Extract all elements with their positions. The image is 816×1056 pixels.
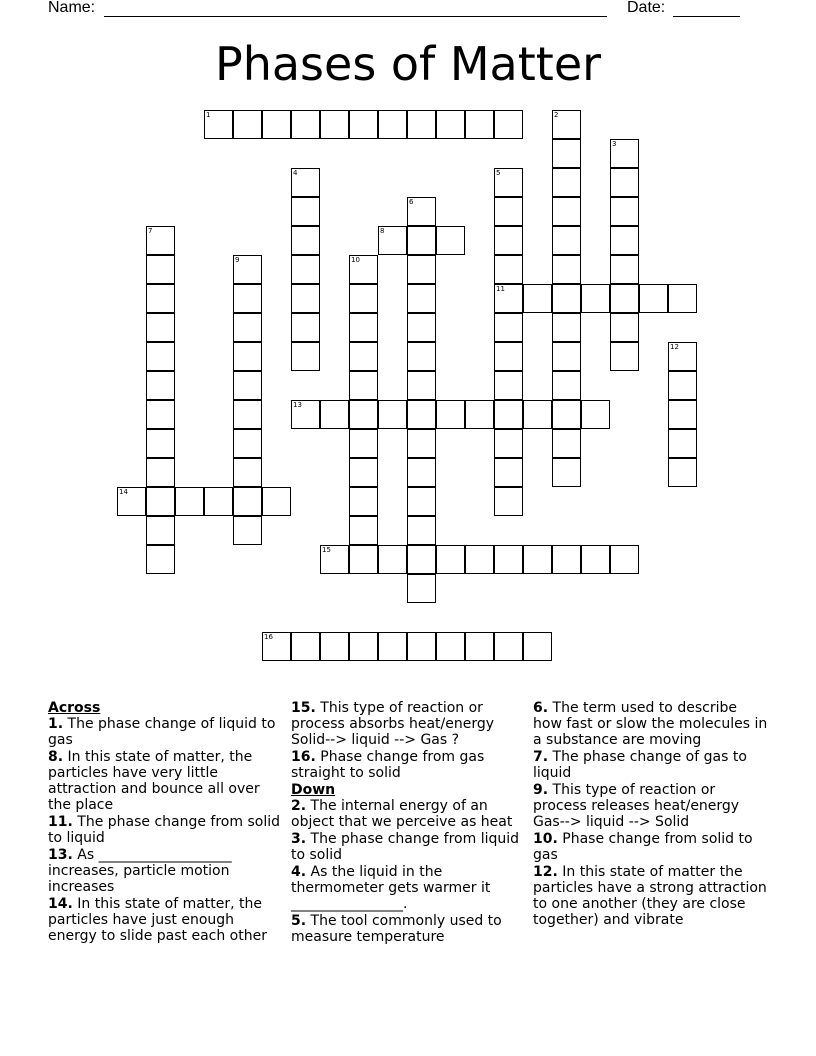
date-label: Date: [627, 0, 666, 16]
clue-number: 4. [291, 864, 307, 880]
grid-cell[interactable] [552, 371, 581, 400]
grid-cell[interactable] [668, 458, 697, 487]
grid-cell[interactable] [349, 632, 378, 661]
grid-cell[interactable] [407, 487, 436, 516]
grid-cell[interactable] [465, 400, 494, 429]
grid-cell[interactable] [610, 284, 639, 313]
grid-cell[interactable] [436, 632, 465, 661]
grid-cell[interactable] [233, 371, 262, 400]
grid-cell[interactable] [552, 226, 581, 255]
grid-cell[interactable] [175, 487, 204, 516]
grid-cell[interactable] [233, 255, 262, 284]
grid-cell[interactable] [291, 342, 320, 371]
grid-cell[interactable] [146, 226, 175, 255]
grid-cell[interactable] [494, 632, 523, 661]
grid-cell[interactable] [494, 371, 523, 400]
grid-cell[interactable] [407, 545, 436, 574]
clue-number: 8. [48, 749, 64, 765]
grid-cell[interactable] [494, 313, 523, 342]
grid-cell[interactable] [494, 110, 523, 139]
grid-cell[interactable] [349, 400, 378, 429]
grid-cell[interactable] [233, 110, 262, 139]
clue-text: In this state of matter, the particles have very little attraction and bounce all over the place [48, 749, 260, 813]
grid-cell[interactable] [494, 168, 523, 197]
clue-down-3 [291, 831, 531, 863]
grid-cell[interactable] [233, 458, 262, 487]
grid-cell[interactable] [349, 342, 378, 371]
clue-text: Phase change from gas straight to solid [291, 749, 485, 781]
grid-cell[interactable] [407, 371, 436, 400]
grid-cell[interactable] [465, 545, 494, 574]
clue-number: 10. [533, 831, 558, 847]
clue-number-label: 11 [496, 285, 505, 293]
grid-cell[interactable] [320, 632, 349, 661]
clue-number: 15. [291, 700, 316, 716]
grid-cell[interactable] [494, 284, 523, 313]
grid-cell[interactable] [407, 516, 436, 545]
clue-number-label: 1 [206, 111, 211, 119]
clue-down-7 [533, 749, 769, 781]
grid-cell[interactable] [552, 429, 581, 458]
grid-cell[interactable] [494, 400, 523, 429]
clue-number-label: 13 [293, 401, 302, 409]
grid-cell[interactable] [610, 313, 639, 342]
clue-number-label: 3 [612, 140, 617, 148]
grid-cell[interactable] [233, 342, 262, 371]
clue-number-label: 5 [496, 169, 501, 177]
grid-cell[interactable] [291, 255, 320, 284]
grid-cell[interactable] [407, 342, 436, 371]
grid-cell[interactable] [146, 516, 175, 545]
grid-cell[interactable] [407, 197, 436, 226]
across-heading: Across [48, 700, 101, 716]
clue-across-14 [48, 896, 284, 944]
grid-cell[interactable] [465, 110, 494, 139]
clue-text: This type of reaction or process absorbs heat/energy Solid--> liquid --> Gas ? [291, 700, 495, 748]
clue-text: The internal energy of an object that we perceive as heat [291, 798, 513, 830]
grid-cell[interactable] [349, 313, 378, 342]
grid-cell[interactable] [378, 110, 407, 139]
grid-cell[interactable] [378, 226, 407, 255]
grid-cell[interactable] [436, 545, 465, 574]
clue-text: The phase change of liquid to gas [48, 716, 276, 748]
grid-cell[interactable] [552, 139, 581, 168]
clue-text: The tool commonly used to measure temperature [291, 913, 502, 945]
clue-number: 12. [533, 864, 558, 880]
grid-cell[interactable] [262, 632, 291, 661]
grid-cell[interactable] [523, 400, 552, 429]
clue-number: 3. [291, 831, 307, 847]
clue-down-4 [291, 864, 531, 912]
grid-cell[interactable] [668, 342, 697, 371]
clue-down-5 [291, 913, 531, 945]
grid-cell[interactable] [146, 400, 175, 429]
grid-cell[interactable] [610, 197, 639, 226]
grid-cell[interactable] [552, 400, 581, 429]
grid-cell[interactable] [233, 429, 262, 458]
grid-cell[interactable] [146, 371, 175, 400]
clue-column-2 [291, 700, 531, 946]
grid-cell[interactable] [349, 487, 378, 516]
grid-cell[interactable] [291, 226, 320, 255]
grid-cell[interactable] [494, 342, 523, 371]
clue-number-label: 4 [293, 169, 298, 177]
clue-across-16 [291, 749, 531, 781]
grid-cell[interactable] [668, 429, 697, 458]
grid-cell[interactable] [407, 429, 436, 458]
grid-cell[interactable] [320, 545, 349, 574]
grid-cell[interactable] [523, 284, 552, 313]
grid-cell[interactable] [349, 371, 378, 400]
clue-text: This type of reaction or process releases heat/energy Gas--> liquid --> Solid [533, 782, 740, 830]
grid-cell[interactable] [291, 197, 320, 226]
grid-cell[interactable] [146, 342, 175, 371]
grid-cell[interactable] [407, 284, 436, 313]
page-title: Phases of Matter [214, 37, 602, 91]
grid-cell[interactable] [349, 516, 378, 545]
grid-cell[interactable] [494, 226, 523, 255]
grid-cell[interactable] [233, 400, 262, 429]
grid-cell[interactable] [291, 632, 320, 661]
grid-cell[interactable] [349, 284, 378, 313]
grid-cell[interactable] [436, 110, 465, 139]
clue-text: The phase change from liquid to solid [291, 831, 520, 863]
grid-cell[interactable] [610, 168, 639, 197]
grid-cell[interactable] [291, 168, 320, 197]
clue-text: The term used to describe how fast or slow the molecules in a substance are moving [533, 700, 768, 748]
grid-cell[interactable] [146, 313, 175, 342]
grid-cell[interactable] [233, 313, 262, 342]
clue-number-label: 14 [119, 488, 128, 496]
grid-cell[interactable] [407, 400, 436, 429]
grid-cell[interactable] [465, 632, 494, 661]
clue-number: 1. [48, 716, 64, 732]
grid-cell[interactable] [494, 545, 523, 574]
clue-text: The phase change from solid to liquid [48, 814, 280, 846]
grid-cell[interactable] [146, 487, 175, 516]
clue-number-label: 15 [322, 546, 331, 554]
grid-cell[interactable] [378, 400, 407, 429]
grid-cell[interactable] [552, 313, 581, 342]
grid-cell[interactable] [581, 284, 610, 313]
grid-cell[interactable] [494, 255, 523, 284]
grid-cell[interactable] [407, 458, 436, 487]
clue-down-9 [533, 782, 769, 830]
grid-cell[interactable] [233, 516, 262, 545]
grid-cell[interactable] [146, 429, 175, 458]
grid-cell[interactable] [146, 545, 175, 574]
grid-cell[interactable] [407, 313, 436, 342]
grid-cell[interactable] [610, 139, 639, 168]
clue-column-3 [533, 700, 769, 929]
grid-cell[interactable] [436, 226, 465, 255]
clue-text: Phase change from solid to gas [533, 831, 753, 863]
grid-cell[interactable] [146, 255, 175, 284]
grid-cell[interactable] [407, 574, 436, 603]
clue-number: 6. [533, 700, 549, 716]
clue-down-6 [533, 700, 769, 748]
grid-cell[interactable] [610, 545, 639, 574]
grid-cell[interactable] [117, 487, 146, 516]
grid-cell[interactable] [610, 226, 639, 255]
grid-cell[interactable] [668, 284, 697, 313]
clue-number-label: 10 [351, 256, 360, 264]
clue-number: 13. [48, 847, 73, 863]
grid-cell[interactable] [552, 168, 581, 197]
clue-text: In this state of matter, the particles have just enough energy to slide past each other [48, 896, 267, 944]
grid-cell[interactable] [291, 313, 320, 342]
grid-cell[interactable] [262, 487, 291, 516]
grid-cell[interactable] [378, 545, 407, 574]
grid-cell[interactable] [291, 110, 320, 139]
grid-cell[interactable] [146, 284, 175, 313]
grid-cell[interactable] [262, 110, 291, 139]
grid-cell[interactable] [552, 342, 581, 371]
grid-cell[interactable] [233, 487, 262, 516]
clue-number-label: 2 [554, 111, 559, 119]
clue-number: 2. [291, 798, 307, 814]
grid-cell[interactable] [494, 429, 523, 458]
grid-cell[interactable] [233, 284, 262, 313]
clue-text: As the liquid in the thermometer gets warmer it ________________. [291, 864, 491, 912]
clue-number-label: 8 [380, 227, 385, 235]
grid-cell[interactable] [204, 487, 233, 516]
clue-text: In this state of matter the particles have a strong attraction to one another (they are close together) and vibrate [533, 864, 767, 928]
grid-cell[interactable] [349, 110, 378, 139]
grid-cell[interactable] [378, 632, 407, 661]
grid-cell[interactable] [610, 342, 639, 371]
clue-number: 16. [291, 749, 316, 765]
grid-cell[interactable] [639, 284, 668, 313]
grid-cell[interactable] [349, 429, 378, 458]
grid-cell[interactable] [407, 255, 436, 284]
grid-cell[interactable] [523, 632, 552, 661]
grid-cell[interactable] [494, 487, 523, 516]
clue-text: As ___________________ increases, particle motion increases [48, 847, 232, 895]
grid-cell[interactable] [581, 400, 610, 429]
grid-cell[interactable] [552, 197, 581, 226]
clue-across-8 [48, 749, 284, 813]
clue-down-2 [291, 798, 531, 830]
clue-down-10 [533, 831, 769, 863]
clue-number-label: 16 [264, 633, 273, 641]
grid-cell[interactable] [407, 632, 436, 661]
grid-cell[interactable] [552, 458, 581, 487]
clue-down-12 [533, 864, 769, 928]
grid-cell[interactable] [204, 110, 233, 139]
clue-number: 9. [533, 782, 549, 798]
grid-cell[interactable] [407, 226, 436, 255]
grid-cell[interactable] [552, 255, 581, 284]
clue-number: 5. [291, 913, 307, 929]
grid-cell[interactable] [552, 284, 581, 313]
grid-cell[interactable] [610, 255, 639, 284]
grid-cell[interactable] [523, 545, 552, 574]
grid-cell[interactable] [552, 545, 581, 574]
grid-cell[interactable] [291, 284, 320, 313]
grid-cell[interactable] [320, 400, 349, 429]
clue-number: 7. [533, 749, 549, 765]
grid-cell[interactable] [349, 458, 378, 487]
clue-across-1 [48, 716, 284, 748]
grid-cell[interactable] [668, 371, 697, 400]
grid-cell[interactable] [436, 400, 465, 429]
grid-cell[interactable] [146, 458, 175, 487]
grid-cell[interactable] [291, 400, 320, 429]
clue-across-13 [48, 847, 284, 895]
clue-number: 14. [48, 896, 73, 912]
grid-cell[interactable] [407, 110, 436, 139]
grid-cell[interactable] [552, 110, 581, 139]
clue-across-11 [48, 814, 284, 846]
clue-number-label: 9 [235, 256, 240, 264]
grid-cell[interactable] [349, 255, 378, 284]
down-heading: Down [291, 782, 336, 798]
grid-cell[interactable] [668, 400, 697, 429]
clue-column-1 [48, 700, 284, 945]
clue-across-15 [291, 700, 531, 748]
clue-number-label: 7 [148, 227, 153, 235]
grid-cell[interactable] [581, 545, 610, 574]
clue-text: The phase change of gas to liquid [533, 749, 747, 781]
grid-cell[interactable] [494, 197, 523, 226]
grid-cell[interactable] [494, 458, 523, 487]
clue-number: 11. [48, 814, 73, 830]
grid-cell[interactable] [320, 110, 349, 139]
grid-cell[interactable] [349, 545, 378, 574]
clue-number-label: 12 [670, 343, 679, 351]
name-label: Name: [48, 0, 96, 16]
clue-number-label: 6 [409, 198, 414, 206]
